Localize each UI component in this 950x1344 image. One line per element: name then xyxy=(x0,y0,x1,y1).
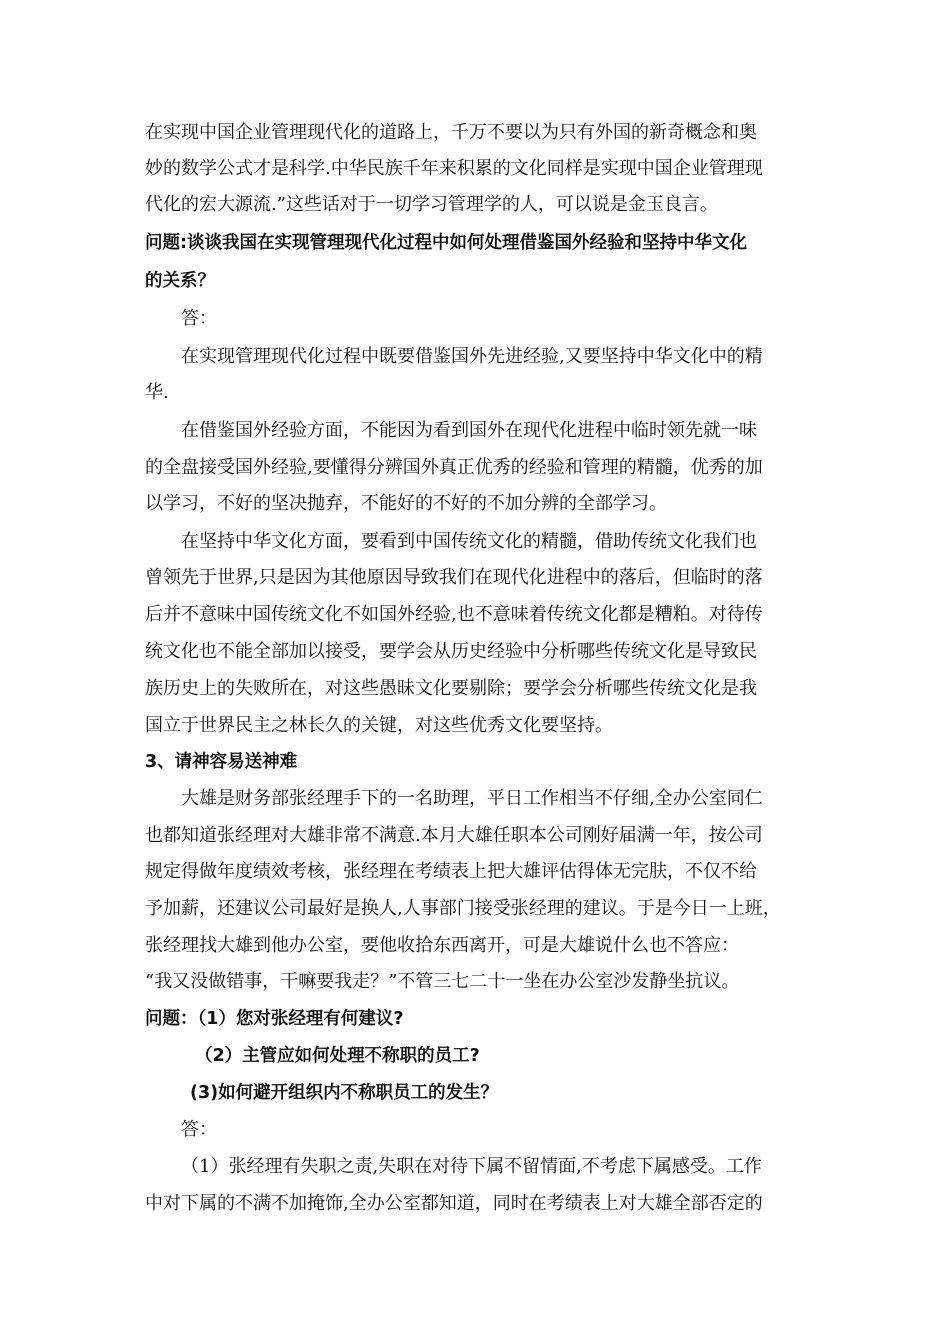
text-line-3: 代化的宏大源流.”这些话对于一切学习管理学的人，可以说是金玉良言。 xyxy=(145,194,718,215)
text-line-15: 统文化也不能全部加以接受，要学会从历史经验中分析哪些传统文化是导致民 xyxy=(145,641,757,662)
question-item-1: 问题：（1）您对张经理有何建议? xyxy=(145,1009,404,1029)
question-line-1: 问题:谈谈我国在实现管理现代化过程中如何处理借鉴国外经验和坚持中华文化 xyxy=(145,233,747,253)
text-line-9: 在借鉴国外经验方面，不能因为看到国外在现代化进程中临时领先就一味 xyxy=(181,420,757,441)
text-line-19: 大雄是财务部张经理手下的一名助理，平日工作相当不仔细,全办公室同仁 xyxy=(181,788,763,809)
text-line-24: “我又没做错事，干嘛要我走？”不管三七二十一坐在办公室沙发静坐抗议。 xyxy=(145,971,740,992)
text-line-7: 在实现管理现代化过程中既要借鉴国外先进经验,又要坚持中华文化中的精 xyxy=(181,346,763,367)
answer-label-2: 答： xyxy=(181,1119,217,1140)
text-line-13: 曾领先于世界,只是因为其他原因导致我们在现代化进程中的落后，但临时的落 xyxy=(145,567,763,588)
text-line-1: 在实现中国企业管理现代化的道路上，千万不要以为只有外国的新奇概念和奥 xyxy=(145,122,757,143)
text-line-8: 华. xyxy=(145,382,169,403)
question-item-3: (3)如何避开组织内不称职员工的发生？ xyxy=(190,1083,499,1103)
text-line-14: 后并不意味中国传统文化不如国外经验,也不意味着传统文化都是糟粕。对待传 xyxy=(145,604,763,625)
text-line-30: 中对下属的不满不加掩饰,全办公室都知道，同时在考绩表上对大雄全部否定的 xyxy=(145,1193,763,1214)
text-line-17: 国立于世界民主之林长久的关键，对这些优秀文化要坚持。 xyxy=(145,715,613,736)
text-line-16: 族历史上的失败所在，对这些愚昧文化要剔除；要学会分析哪些传统文化是我 xyxy=(145,678,757,699)
text-line-10: 的全盘接受国外经验,要懂得分辨国外真正优秀的经验和管理的精髓，优秀的加 xyxy=(145,457,763,478)
text-line-23: 张经理找大雄到他办公室，要他收拾东西离开，可是大雄说什么也不答应： xyxy=(145,935,739,956)
text-line-29: （1）张经理有失职之责,失职在对待下属不留情面,不考虑下属感受。工作 xyxy=(181,1156,762,1177)
answer-label: 答： xyxy=(181,308,217,329)
text-line-2: 妙的数学公式才是科学.中华民族千年来积累的文化同样是实现中国企业管理现 xyxy=(145,158,763,179)
text-line-22: 予加薪，还建议公司最好是换人,人事部门接受张经理的建议。于是今日一上班， xyxy=(145,898,781,919)
text-line-11: 以学习，不好的坚决抛弃，不能好的不好的不加分辨的全部学习。 xyxy=(145,493,667,514)
text-line-12: 在坚持中华文化方面，要看到中国传统文化的精髓，借助传统文化我们也 xyxy=(181,531,757,552)
text-line-20: 也都知道张经理对大雄非常不满意.本月大雄任职本公司刚好届满一年，按公司 xyxy=(145,825,763,846)
section-heading: 3、请神容易送神难 xyxy=(145,752,298,772)
question-item-2: （2）主管应如何处理不称职的员工? xyxy=(195,1046,480,1066)
text-line-21: 规定得做年度绩效考核，张经理在考绩表上把大雄评估得体无完肤，不仅不给 xyxy=(145,861,757,882)
question-line-2: 的关系？ xyxy=(145,271,215,291)
